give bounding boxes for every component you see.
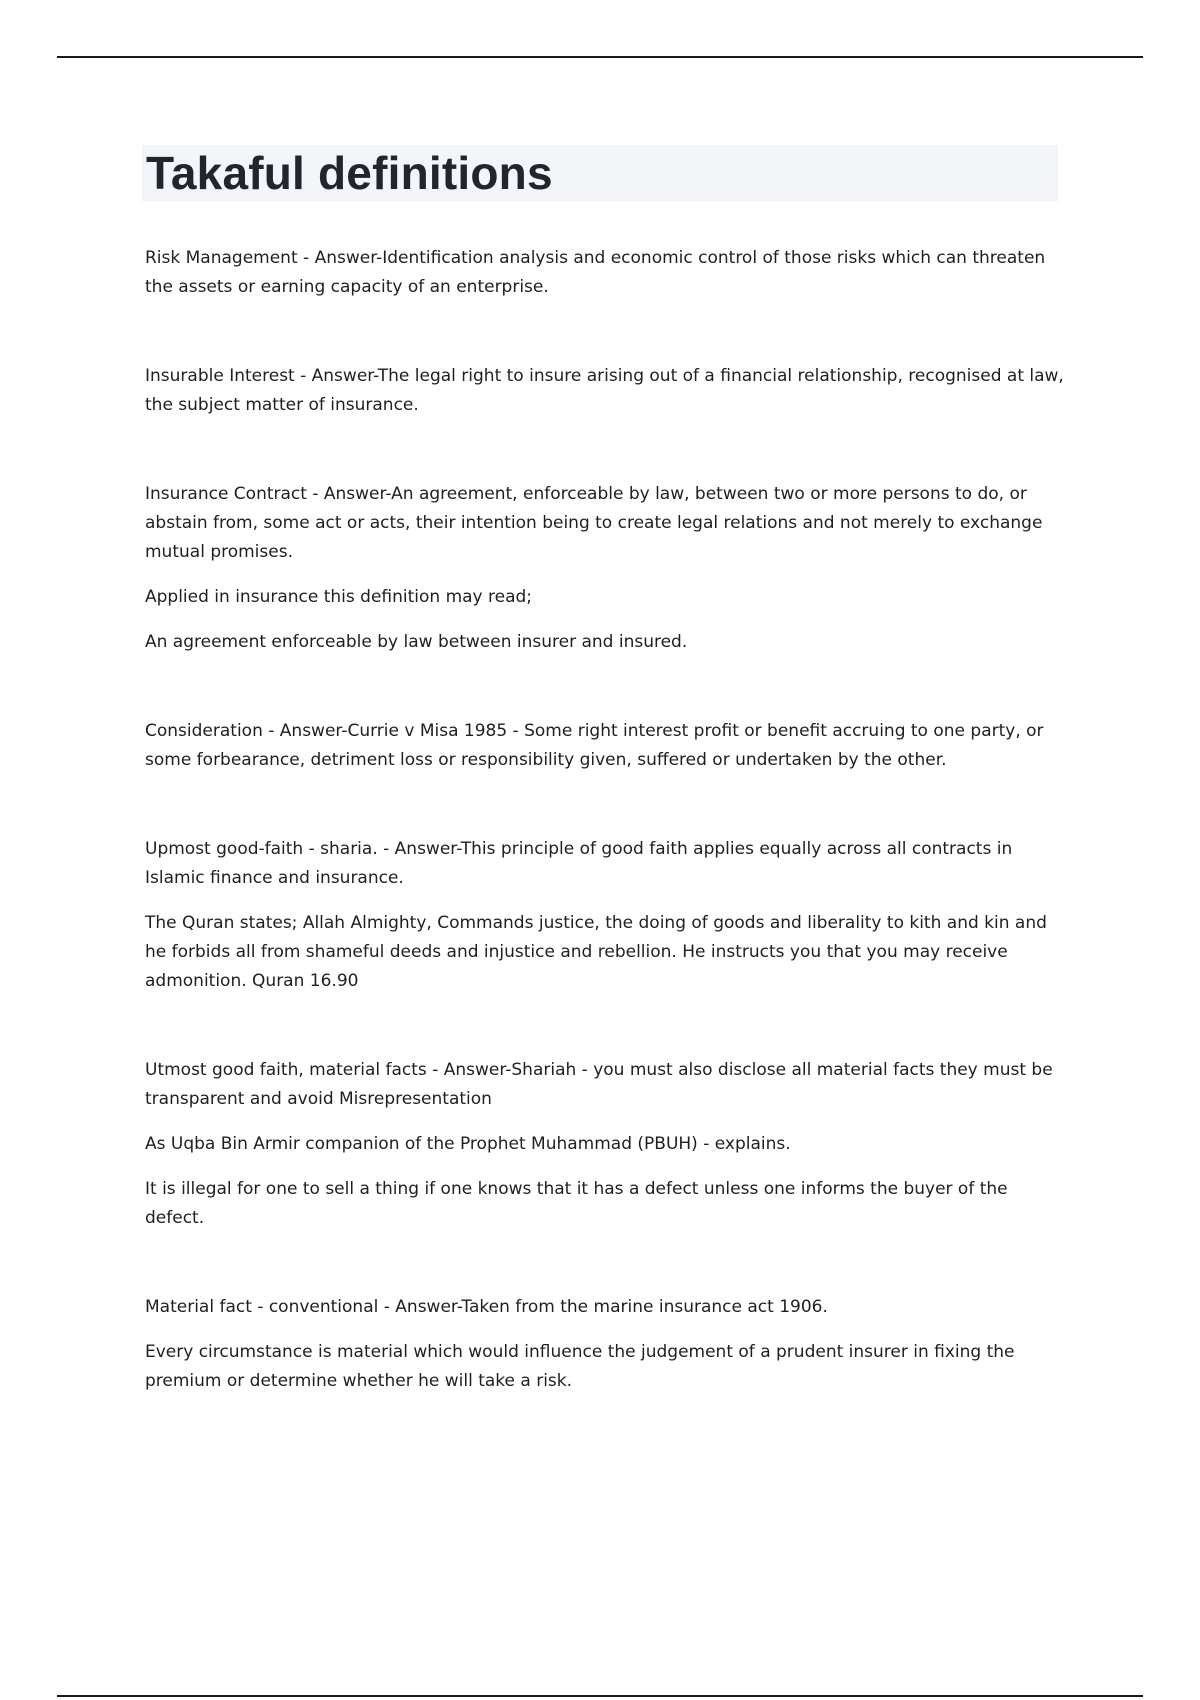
definition-text: Upmost good-faith - sharia. - Answer-This principle of good faith applies equally across all contracts in Islamic finance and insurance. xyxy=(145,839,1013,888)
definition-material-fact-conventional xyxy=(145,1293,1065,1396)
definition-text: Consideration - Answer-Currie v Misa 1985 - Some right interest profit or benefit accruing to one party, or some forbearance, detriment loss or responsibility given, suffered or undertaken by the other. xyxy=(145,721,1044,770)
definition-text: Risk Management - Answer-Identification analysis and economic control of those risks which can threaten the assets or earning capacity of an enterprise. xyxy=(145,248,1046,297)
definition-upmost-good-faith-sharia xyxy=(145,835,1065,996)
definition-insurance-contract xyxy=(145,480,1065,657)
definition-risk-management xyxy=(145,244,1065,302)
definition-note: An agreement enforceable by law between insurer and insured. xyxy=(145,632,688,652)
definition-consideration xyxy=(145,717,1065,775)
definitions-list xyxy=(145,244,1065,1456)
definition-utmost-good-faith-material-facts xyxy=(145,1056,1065,1233)
definition-text: Insurable Interest - Answer-The legal right to insure arising out of a financial relationship, recognised at law, the subject matter of insurance. xyxy=(145,366,1064,415)
definition-note: As Uqba Bin Armir companion of the Prophet Muhammad (PBUH) - explains. xyxy=(145,1134,791,1154)
definition-text: Material fact - conventional - Answer-Taken from the marine insurance act 1906. xyxy=(145,1297,828,1317)
definition-note: Applied in insurance this definition may read; xyxy=(145,587,533,607)
bottom-rule xyxy=(57,1695,1143,1697)
definition-text: Insurance Contract - Answer-An agreement, enforceable by law, between two or more persons to do, or abstain from, some act or acts, their intention being to create legal relations and not merely to exchange mutual promises. xyxy=(145,484,1043,562)
top-rule xyxy=(57,56,1143,58)
definition-note: It is illegal for one to sell a thing if one knows that it has a defect unless one informs the buyer of the defect. xyxy=(145,1179,1008,1228)
definition-note: The Quran states; Allah Almighty, Commands justice, the doing of goods and liberality to kith and kin and he forbids all from shameful deeds and injustice and rebellion. He instructs you that you may receive admonition. Quran 16.90 xyxy=(145,913,1047,991)
page-title: Takaful definitions xyxy=(146,147,553,199)
definition-note: Every circumstance is material which would influence the judgement of a prudent insurer in fixing the premium or determine whether he will take a risk. xyxy=(145,1342,1015,1391)
definition-text: Utmost good faith, material facts - Answer-Shariah - you must also disclose all material facts they must be transparent and avoid Misrepresentation xyxy=(145,1060,1053,1109)
definition-insurable-interest xyxy=(145,362,1065,420)
